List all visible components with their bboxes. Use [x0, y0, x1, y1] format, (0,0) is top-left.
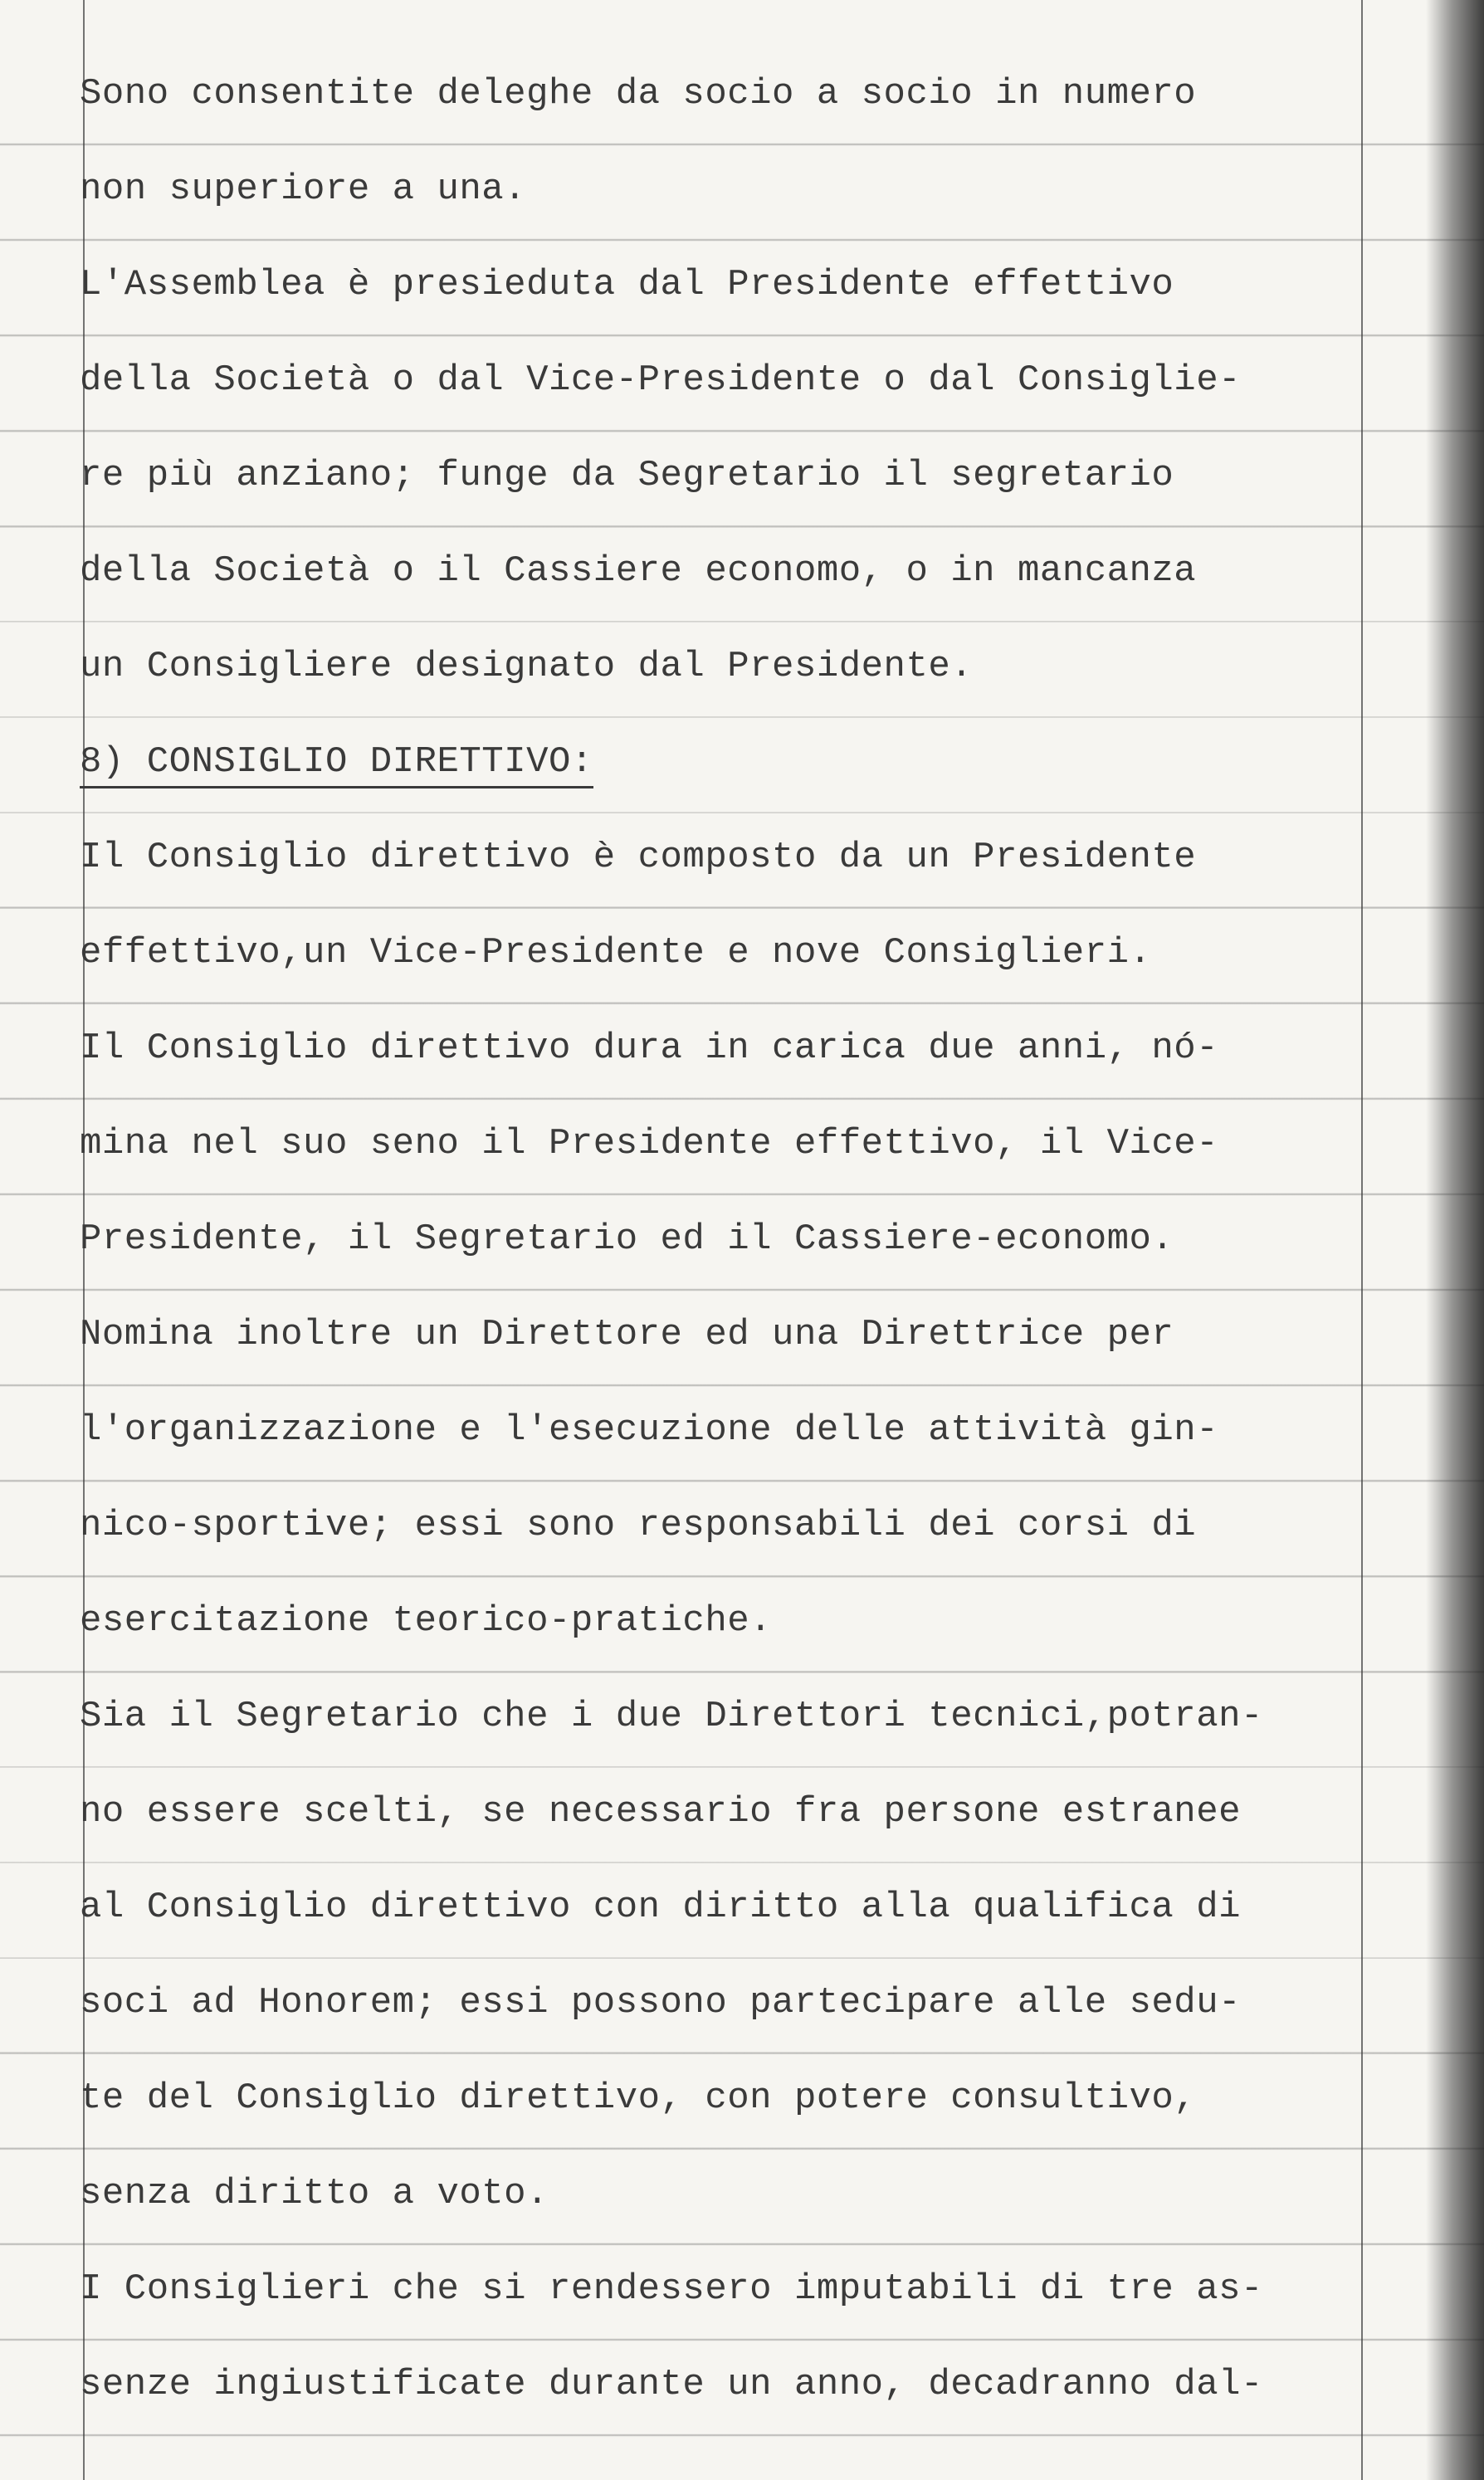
text-line: te del Consiglio direttivo, con potere consultivo, [80, 2077, 1197, 2119]
text-line: al Consiglio direttivo con diritto alla qualifica di [80, 1887, 1242, 1928]
text-line: esercitazione teorico-pratiche. [80, 1600, 773, 1642]
text-line: della Società o dal Vice-Presidente o dal Consiglie- [80, 359, 1242, 401]
text-line: nico-sportive; essi sono responsabili dei corsi di [80, 1505, 1197, 1546]
text-line: senza diritto a voto. [80, 2173, 549, 2214]
text-line: l'organizzazione e l'esecuzione delle attività gin- [80, 1409, 1219, 1451]
text-line: Il Consiglio direttivo è composto da un Presidente [80, 837, 1197, 878]
text-line: mina nel suo seno il Presidente effettivo, il Vice- [80, 1123, 1219, 1164]
text-line: effettivo,un Vice-Presidente e nove Consiglieri. [80, 932, 1152, 974]
text-line: no essere scelti, se necessario fra persone estranee [80, 1791, 1242, 1833]
text-line: Presidente, il Segretario ed il Cassiere-economo. [80, 1218, 1174, 1260]
text-line: re più anziano; funge da Segretario il segretario [80, 455, 1174, 496]
typed-text-block [80, 46, 1424, 2433]
text-line: Nomina inoltre un Direttore ed una Direttrice per [80, 1314, 1174, 1355]
text-line: Sono consentite deleghe da socio a socio in numero [80, 73, 1197, 115]
text-line: non superiore a una. [80, 168, 527, 210]
section-heading-line [80, 715, 1424, 810]
section-heading: 8) CONSIGLIO DIRETTIVO: [80, 741, 593, 788]
text-line: un Consigliere designato dal Presidente. [80, 646, 974, 687]
text-line: senze ingiustificate durante un anno, decadranno dal- [80, 2364, 1263, 2405]
text-line: Sia il Segretario che i due Direttori tecnici,potran- [80, 1696, 1263, 1737]
text-line: L'Assemblea è presieduta dal Presidente effettivo [80, 264, 1174, 305]
page-edge-shadow [1426, 0, 1484, 2480]
text-line: soci ad Honorem; essi possono partecipare alle sedu- [80, 1982, 1242, 2024]
text-line: Il Consiglio direttivo dura in carica due anni, nó- [80, 1028, 1219, 1069]
text-line: I Consiglieri che si rendessero imputabili di tre as- [80, 2268, 1263, 2310]
text-line: della Società o il Cassiere economo, o in mancanza [80, 550, 1197, 592]
